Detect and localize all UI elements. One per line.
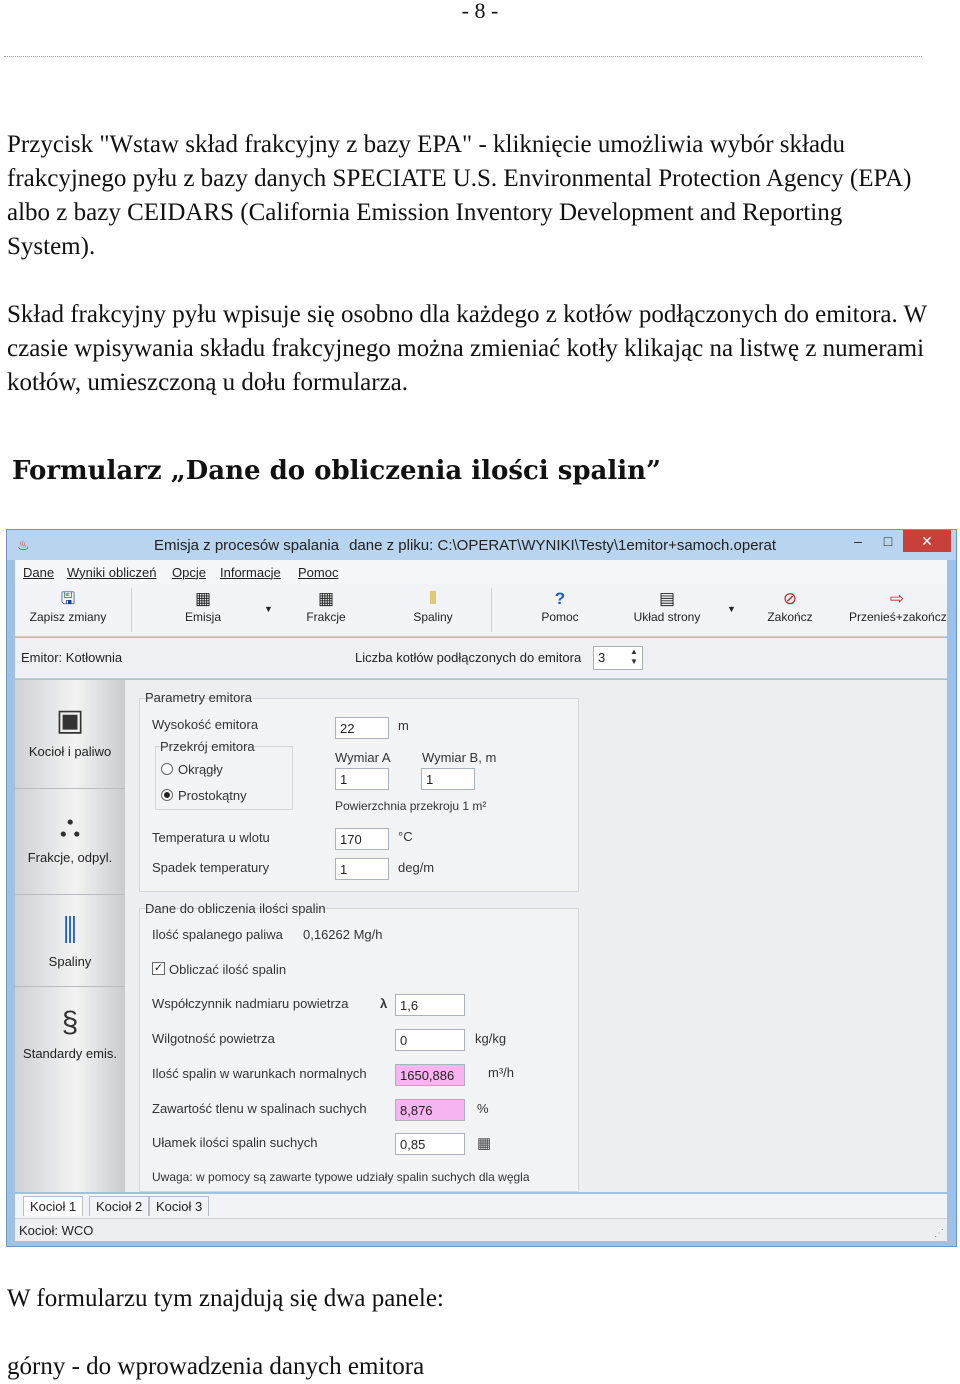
dry-fraction-label: Ułamek ilości spalin suchych — [152, 1135, 318, 1150]
rectangular-label: Prostokątny — [178, 788, 247, 803]
sidebar-item-label: Kocioł i paliwo — [28, 744, 112, 759]
help-label: Pomoc — [541, 610, 579, 624]
temperature-drop-input[interactable]: 1 — [335, 858, 389, 880]
app-window — [6, 529, 957, 1247]
oxygen-content-output: 8,876 — [395, 1099, 465, 1121]
temperature-drop-unit: deg/m — [398, 860, 435, 875]
boiler-count-value: 3 — [598, 650, 606, 665]
exit-icon: ⊘ — [782, 589, 798, 608]
emission-button[interactable] — [158, 588, 248, 624]
page-layout-label: Układ strony — [633, 610, 701, 624]
sidebar-divider — [15, 986, 125, 987]
toolbar-separator — [131, 588, 132, 632]
menu-informacje[interactable]: Informacje — [220, 565, 281, 580]
app-flame-icon: ♨ — [17, 537, 30, 553]
toolbar-separator — [491, 588, 492, 632]
emitter-info-row — [15, 638, 947, 679]
sidebar-item-flue-gas[interactable] — [15, 908, 125, 969]
cross-section-title: Przekrój emitora — [160, 739, 255, 754]
boiler-tabs — [15, 1194, 947, 1218]
fractions-button[interactable] — [281, 588, 371, 624]
fuel-amount-label: Ilość spalanego paliwa — [152, 927, 283, 942]
dry-gas-note: Uwaga: w pomocy są zawarte typowe udziały spalin suchych dla węgla — [152, 1170, 530, 1184]
oxygen-content-unit: % — [477, 1101, 489, 1116]
cross-section-area: Powierzchnia przekroju 1 m² — [335, 799, 487, 813]
emitter-name: Emitor: Kotłownia — [21, 650, 123, 665]
spinner-arrows-icon[interactable]: ▲ ▼ — [630, 647, 638, 666]
calculator-icon[interactable]: ▦ — [477, 1135, 492, 1152]
page-number: - 8 - — [461, 0, 499, 23]
title-bar — [7, 530, 956, 560]
flue-gas-normal-label: Ilość spalin w warunkach normalnych — [152, 1066, 367, 1081]
page-layout-icon: ▤ — [658, 589, 676, 608]
tab-boiler-1[interactable]: Kocioł 1 — [23, 1196, 83, 1216]
window-file-path: dane z pliku: C:\OPERAT\WYNIKI\Testy\1emitor+samoch.operat — [349, 537, 777, 554]
menu-opcje[interactable]: Opcje — [172, 565, 206, 580]
air-humidity-label: Wilgotność powietrza — [152, 1031, 275, 1046]
sidebar-item-boiler[interactable] — [15, 698, 125, 759]
form-content — [125, 680, 947, 1192]
emission-label: Emisja — [184, 610, 221, 624]
sidebar-item-label: Spaliny — [48, 954, 92, 969]
page-layout-button[interactable] — [622, 588, 712, 624]
menu-wyniki[interactable]: Wyniki obliczeń — [67, 565, 157, 580]
emitter-params-title: Parametry emitora — [145, 690, 252, 705]
sidebar-item-label: Frakcje, odpyl. — [27, 850, 113, 865]
round-radio[interactable] — [161, 763, 173, 775]
flue-gas-label: Spaliny — [413, 610, 453, 624]
save-changes-label: Zapisz zmiany — [29, 610, 107, 624]
transfer-icon: ⇨ — [889, 589, 905, 608]
minimize-button[interactable]: – — [854, 533, 862, 549]
maximize-button[interactable]: □ — [883, 533, 893, 549]
exit-button[interactable] — [745, 588, 835, 624]
dimension-a-input[interactable]: 1 — [335, 768, 389, 790]
flue-gas-button[interactable] — [388, 588, 478, 624]
header-rule — [4, 56, 922, 57]
dust-filter-icon: ⛬ — [59, 810, 81, 843]
dropdown-arrow-icon[interactable]: ▼ — [264, 604, 273, 614]
sidebar-item-label: Standardy emis. — [23, 1046, 117, 1061]
flue-gas-icon: ⫼ — [63, 914, 77, 947]
chart-icon: ⦀ — [429, 589, 437, 608]
close-button[interactable]: ✕ — [903, 530, 951, 552]
tab-boiler-2[interactable]: Kocioł 2 — [89, 1196, 149, 1216]
rectangular-radio[interactable] — [161, 789, 173, 801]
temperature-drop-label: Spadek temperatury — [152, 860, 270, 875]
window-title-text: Emisja z procesów spalania — [154, 537, 340, 554]
calculate-flue-gas-label: Obliczać ilość spalin — [169, 962, 287, 977]
paragraph-icon: § — [61, 1006, 79, 1039]
boiler-icon: ▣ — [55, 704, 85, 737]
excess-air-input[interactable]: 1,6 — [395, 994, 465, 1016]
dry-fraction-input[interactable]: 0,85 — [395, 1133, 465, 1155]
help-icon: ? — [554, 589, 566, 608]
height-unit: m — [398, 718, 409, 733]
tab-boiler-3[interactable]: Kocioł 3 — [149, 1196, 209, 1216]
fractions-label: Frakcje — [306, 610, 346, 624]
menu-bar — [15, 560, 947, 584]
grid-icon: ▦ — [194, 589, 212, 608]
status-bar — [15, 1218, 947, 1241]
dimension-b-label: Wymiar B, m — [422, 750, 497, 765]
flue-gas-title: Dane do obliczenia ilości spalin — [145, 901, 326, 916]
dimension-a-label: Wymiar A — [335, 750, 391, 765]
height-label: Wysokość emitora — [152, 717, 259, 732]
transfer-exit-label: Przenieś+zakończ — [849, 610, 947, 624]
sidebar — [15, 680, 125, 1192]
inlet-temperature-input[interactable]: 170 — [335, 828, 389, 850]
menu-dane[interactable]: Dane — [23, 565, 55, 580]
flue-gas-normal-output: 1650,886 — [395, 1064, 465, 1086]
height-input[interactable]: 22 — [335, 717, 389, 739]
air-humidity-input[interactable]: 0 — [395, 1029, 465, 1051]
flue-gas-normal-unit: m³/h — [488, 1065, 514, 1080]
paragraph-fraction-entry: Skład frakcyjny pyłu wpisuje się osobno dla każdego z kotłów podłączonych do emitora. W czasie wpisywania składu frakcyjnego można zmieniać kotły klikając na listwę z numerami kotłów, umieszczoną u dołu formularza. — [7, 301, 927, 396]
lambda-symbol: λ — [380, 996, 388, 1011]
inlet-temperature-unit: °C — [398, 829, 413, 844]
sidebar-item-standards[interactable] — [15, 1000, 125, 1061]
dropdown-arrow-icon[interactable]: ▼ — [727, 604, 736, 614]
paragraph-panels-intro: W formularzu tym znajdują się dwa panele: — [7, 1285, 444, 1312]
oxygen-content-label: Zawartość tlenu w spalinach suchych — [152, 1101, 367, 1116]
grid-icon: ▦ — [317, 589, 335, 608]
help-button[interactable] — [515, 588, 605, 624]
sidebar-divider — [15, 894, 125, 895]
menu-pomoc[interactable]: Pomoc — [298, 565, 339, 580]
sidebar-divider — [15, 788, 125, 789]
section-heading: Formularz „Dane do obliczenia ilości spalin” — [12, 456, 662, 486]
paragraph-epa-button: Przycisk "Wstaw skład frakcyjny z bazy EPA" - kliknięcie umożliwia wybór składu frakcyjnego pyłu z bazy danych SPECIATE U.S. Environmental Protection Agency (EPA) albo z bazy CEIDARS (California Emission Inventory Development and Reporting System). — [7, 131, 912, 260]
resize-grip-icon[interactable]: ⋰ — [934, 1228, 944, 1239]
round-label: Okrągły — [178, 762, 223, 777]
window-title — [154, 537, 776, 554]
calculate-flue-gas-checkbox[interactable]: ✓ — [153, 962, 164, 974]
boiler-count-label: Liczba kotłów podłączonych do emitora — [355, 650, 582, 665]
inlet-temperature-label: Temperatura u wlotu — [152, 830, 270, 845]
sidebar-item-fractions[interactable] — [15, 804, 125, 865]
air-humidity-unit: kg/kg — [475, 1031, 507, 1046]
toolbar — [15, 584, 947, 637]
fuel-amount-value: 0,16262 Mg/h — [303, 927, 383, 942]
transfer-exit-button[interactable] — [849, 588, 945, 624]
save-icon: 🖫 — [60, 589, 76, 608]
exit-label: Zakończ — [767, 610, 813, 624]
dimension-b-input[interactable]: 1 — [421, 768, 475, 790]
save-changes-button[interactable] — [23, 588, 113, 624]
current-boiler: Kocioł: WCO — [19, 1223, 94, 1238]
paragraph-upper-panel: górny - do wprowadzenia danych emitora — [7, 1353, 425, 1380]
excess-air-label: Współczynnik nadmiaru powietrza — [152, 996, 349, 1011]
boiler-count-spinner[interactable] — [593, 646, 643, 670]
